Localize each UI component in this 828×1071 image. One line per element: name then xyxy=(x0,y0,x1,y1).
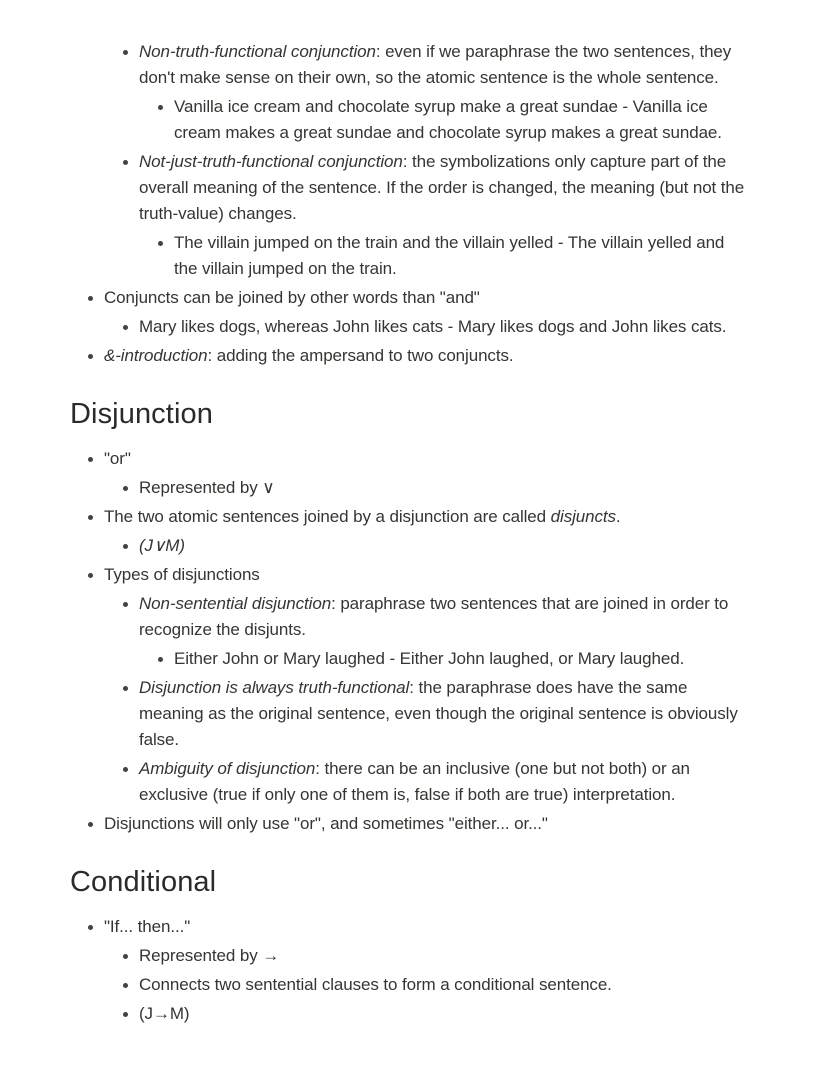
text-segment: "or" xyxy=(104,449,131,468)
emphasized-term: &-introduction xyxy=(104,346,208,365)
bullet-marker-icon xyxy=(88,822,93,827)
list-item xyxy=(70,943,746,969)
list-item xyxy=(70,591,746,643)
list-item xyxy=(70,285,746,311)
text-segment: : adding the ampersand to two conjuncts. xyxy=(207,346,514,365)
text-segment: . xyxy=(615,507,621,526)
bullet-marker-icon xyxy=(158,105,163,110)
text-segment: The two atomic sentences joined by a disjunction are called xyxy=(104,507,551,526)
bullet-marker-icon xyxy=(158,241,163,246)
bullet-marker-icon xyxy=(123,50,128,55)
bullet-marker-icon xyxy=(123,983,128,988)
text-segment: : there can be an inclusive (one but not both) or an exclusive (true if only one of them is, false if both are true) interpretation. xyxy=(139,759,690,804)
content-section xyxy=(70,863,746,1027)
bullet-marker-icon xyxy=(123,544,128,549)
section-heading: Conditional xyxy=(70,866,217,898)
text-segment: Types of disjunctions xyxy=(104,565,260,584)
bullet-marker-icon xyxy=(158,657,163,662)
bullet-marker-icon xyxy=(123,486,128,491)
emphasized-term: (J∨M) xyxy=(139,536,185,555)
text-segment: Disjunctions will only use "or", and sometimes "either... or..." xyxy=(104,814,548,833)
emphasized-term: Non-truth-functional conjunction xyxy=(139,42,376,61)
list-item xyxy=(70,675,746,753)
emphasized-term: disjuncts xyxy=(550,507,616,526)
list-item xyxy=(70,1001,746,1027)
list-item xyxy=(70,914,746,940)
list-item xyxy=(70,475,746,501)
emphasized-term: Non-sentential disjunction xyxy=(139,594,332,613)
text-segment: Vanilla ice cream and chocolate syrup make a great sundae - Vanilla ice cream makes a great sundae and chocolate syrup makes a great sundae. xyxy=(174,97,722,142)
bullet-marker-icon xyxy=(88,515,93,520)
text-segment: "If... then..." xyxy=(104,917,191,936)
content-section xyxy=(70,395,746,837)
text-segment: Mary likes dogs, whereas John likes cats - Mary likes dogs and John likes cats. xyxy=(139,317,727,336)
bullet-marker-icon xyxy=(123,954,128,959)
text-segment: : the paraphrase does have the same meaning as the original sentence, even though the original sentence is obviously false. xyxy=(139,678,738,749)
list-item xyxy=(70,149,746,227)
bullet-marker-icon xyxy=(88,354,93,359)
bullet-marker-icon xyxy=(123,602,128,607)
emphasized-term: Ambiguity of disjunction xyxy=(139,759,316,778)
text-segment: (J→M) xyxy=(139,1004,190,1023)
text-segment: Represented by ∨ xyxy=(139,478,275,497)
text-segment: : even if we paraphrase the two sentences, they don't make sense on their own, so the atomic sentence is the whole sentence. xyxy=(139,42,732,87)
list-item xyxy=(70,533,746,559)
list-item xyxy=(70,562,746,588)
bullet-marker-icon xyxy=(123,160,128,165)
content-section xyxy=(70,39,746,369)
list-item xyxy=(70,811,746,837)
text-segment: Represented by → xyxy=(139,946,280,965)
text-segment: Conjuncts can be joined by other words than "and" xyxy=(104,288,480,307)
text-segment: : the symbolizations only capture part of the overall meaning of the sentence. If the order is changed, the meaning (but not the truth-value) changes. xyxy=(139,152,745,223)
bullet-marker-icon xyxy=(88,925,93,930)
list-item xyxy=(70,39,746,91)
bullet-marker-icon xyxy=(123,767,128,772)
text-segment: Either John or Mary laughed - Either John laughed, or Mary laughed. xyxy=(174,649,685,668)
list-item xyxy=(70,230,746,282)
bullet-marker-icon xyxy=(88,457,93,462)
list-item xyxy=(70,972,746,998)
text-segment: The villain jumped on the train and the villain yelled - The villain yelled and the villain jumped on the train. xyxy=(174,233,725,278)
list-item xyxy=(70,314,746,340)
list-item xyxy=(70,94,746,146)
list-item xyxy=(70,756,746,808)
bullet-marker-icon xyxy=(123,325,128,330)
list-item xyxy=(70,343,746,369)
list-item xyxy=(70,646,746,672)
bullet-marker-icon xyxy=(123,686,128,691)
list-item xyxy=(70,504,746,530)
bullet-marker-icon xyxy=(123,1012,128,1017)
section-heading: Disjunction xyxy=(70,398,213,430)
emphasized-term: Disjunction is always truth-functional xyxy=(139,678,410,697)
text-segment: : paraphrase two sentences that are joined in order to recognize the disjunts. xyxy=(139,594,729,639)
bullet-marker-icon xyxy=(88,296,93,301)
bullet-marker-icon xyxy=(88,573,93,578)
text-segment: Connects two sentential clauses to form a conditional sentence. xyxy=(139,975,612,994)
emphasized-term: Not-just-truth-functional conjunction xyxy=(139,152,403,171)
list-item xyxy=(70,446,746,472)
